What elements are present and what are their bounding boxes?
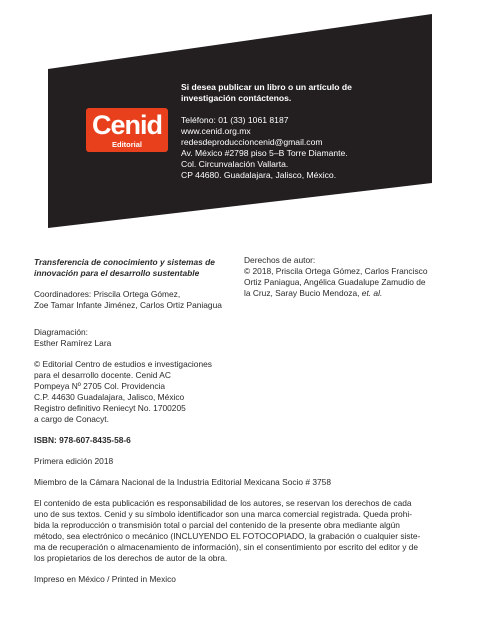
publisher-line: para el desarrollo docente. Cenid AC (34, 370, 171, 380)
copyright-info (244, 255, 444, 299)
headline-line: Si desea publicar un libro o un artículo de (181, 82, 352, 92)
contact-website: www.cenid.org.mx (181, 126, 251, 136)
disclaimer-line: uno de sus textos. Cenid y su símbolo identificador son una marca comercial registrada. Queda prohi- (34, 509, 412, 519)
design-credit (34, 327, 444, 349)
disclaimer-line: bida la reproducción o transmisión total o parcial del contenido de la presente obra mediante algún (34, 520, 400, 530)
copyright-line: la Cruz, Saray Bucio Mendoza, (244, 288, 360, 298)
isbn: ISBN: 978-607-8435-58-6 (34, 435, 131, 445)
contact-phone: Teléfono: 01 (33) 1061 8187 (181, 115, 289, 125)
contact-info (181, 82, 441, 181)
contact-colony: Col. Circunvalación Vallarta. (181, 159, 289, 169)
design-name: Esther Ramírez Lara (34, 338, 112, 348)
publisher-info (34, 359, 444, 425)
contact-city: CP 44680. Guadalajara, Jalisco, México. (181, 170, 337, 180)
disclaimer (34, 498, 444, 564)
disclaimer-line: método, sea electrónico o mecánico (INCLUYENDO EL FOTOCOPIADO, la grabación o cualquier siste- (34, 531, 421, 541)
book-title-line: innovación para el desarrollo sustentable (34, 268, 200, 278)
copyright-line: Ortiz Paniagua, Angélica Guadalupe Zamudio de (244, 277, 426, 287)
contact-banner (0, 0, 480, 228)
imprint-details (34, 327, 444, 595)
publisher-line: Registro definitivo Reniecyt No. 1700205 (34, 403, 186, 413)
design-label: Diagramación: (34, 327, 88, 337)
copyright-line-last (244, 288, 444, 299)
book-info (34, 257, 244, 311)
cenid-logo (86, 108, 168, 152)
logo-name: Cenid (91, 110, 162, 140)
printed-in: Impreso en México / Printed in Mexico (34, 574, 176, 584)
edition: Primera edición 2018 (34, 456, 114, 466)
contact-address: Av. México #2798 piso 5–B Torre Diamante. (181, 148, 348, 158)
contact-headline (181, 82, 441, 104)
publisher-line: a cargo de Conacyt. (34, 414, 109, 424)
coordinators-line: Zoe Tamar Infante Jiménez, Carlos Ortiz Paniagua (34, 300, 222, 310)
membership: Miembro de la Cámara Nacional de la Industria Editorial Mexicana Socio # 3758 (34, 477, 332, 487)
headline-line: investigación contáctenos. (181, 93, 292, 103)
copyright-line: © 2018, Priscila Ortega Gómez, Carlos Francisco (244, 266, 428, 276)
disclaimer-line: los propietarios de los derechos de autor de la obra. (34, 553, 228, 563)
coordinators-line: Coordinadores: Priscila Ortega Gómez, (34, 289, 181, 299)
publisher-line: Pompeya Nº 2705 Col. Providencia (34, 381, 166, 391)
logo-subtitle: Editorial (111, 140, 142, 149)
publisher-line: © Editorial Centro de estudios e investigaciones (34, 359, 212, 369)
copyright-label: Derechos de autor: (244, 255, 316, 265)
disclaimer-line: El contenido de esta publicación es responsabilidad de los autores, se reservan los derechos de cada (34, 498, 412, 508)
contact-email: redesdeproduccioncenid@gmail.com (181, 137, 323, 147)
publisher-line: C.P. 44630 Guadalajara, Jalisco, México (34, 392, 185, 402)
disclaimer-line: ma de recuperación o almacenamiento de información), sin el consentimiento por escrito del editor y de (34, 542, 419, 552)
copyright-etal: et. al. (361, 288, 383, 298)
book-title-line: Transferencia de conocimiento y sistemas de (34, 257, 215, 267)
